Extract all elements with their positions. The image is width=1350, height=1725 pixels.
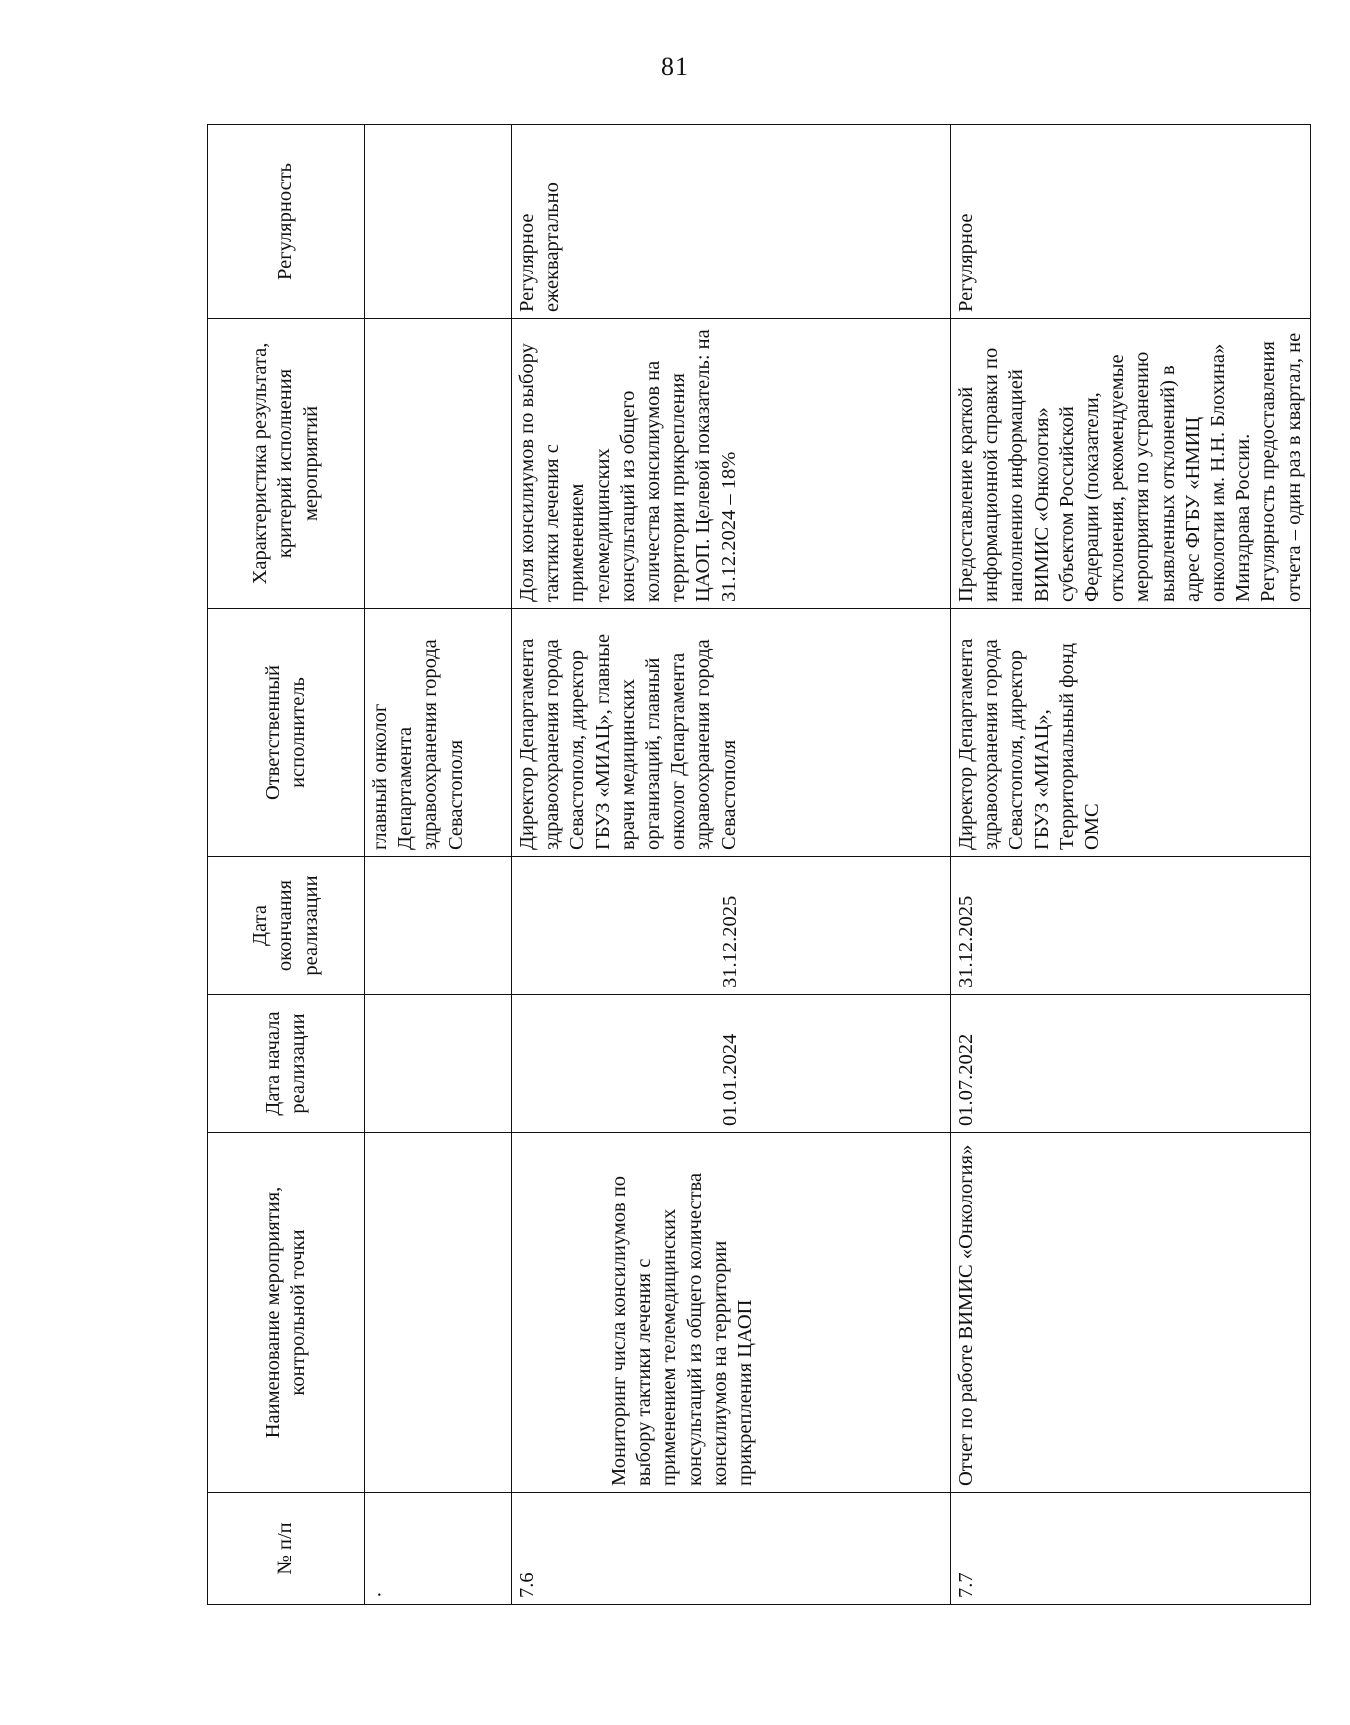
cell-start: 01.01.2024 (512, 995, 951, 1133)
page-number: 81 (661, 52, 689, 81)
header-row (208, 125, 365, 1605)
header-name: Наименование мероприятия, контрольной точки (208, 1133, 365, 1493)
cell-result (365, 319, 512, 609)
cell-start (365, 995, 512, 1133)
cell-result: Доля консилиумов по выбору тактики лечения с применением телемедицинских консультаций из общего количества консилиумов на территории прикрепления ЦАОП. Целевой показатель: на 31.12.2024 – 18% (512, 319, 951, 609)
cell-end: 31.12.2025 (951, 857, 1311, 995)
header-num: № п/п (208, 1493, 365, 1605)
cell-resp: главный онколог Департамента здравоохранения города Севастополя (365, 609, 512, 857)
table-row (512, 125, 951, 1605)
rotated-table-wrapper (207, 125, 1305, 1605)
table-row-continuation (365, 125, 512, 1605)
cell-reg (365, 125, 512, 319)
header-resp: Ответственный исполнитель (208, 609, 365, 857)
cell-start: 01.07.2022 (951, 995, 1311, 1133)
cell-num-mark: · (369, 1591, 391, 1598)
cell-reg: Регулярное (951, 125, 1311, 319)
cell-resp: Директор Департамента здравоохранения города Севастополя, директор ГБУЗ «МИАЦ», Территориальный фонд ОМС (951, 609, 1311, 857)
activities-table (207, 124, 1311, 1605)
cell-num (365, 1493, 512, 1605)
cell-num: 7.6 (512, 1493, 951, 1605)
cell-result: Предоставление краткой информационной справки по наполнению информацией ВИМИС «Онкология» субъектом Российской Федерации (показатели, отклонения, рекомендуемые мероприятия по устранению выявленных отклонений) в адрес ФГБУ «НМИЦ онкологии им. Н.Н. Блохина» Минздрава России. Регулярность предоставления отчета – один раз в квартал, не (951, 319, 1311, 609)
cell-name: Мониторинг числа консилиумов по выбору тактики лечения с применением телемедицинских консультаций из общего количества консилиумов на территории прикрепления ЦАОП (512, 1133, 951, 1493)
table-row (951, 125, 1311, 1605)
cell-name (365, 1133, 512, 1493)
cell-resp: Директор Департамента здравоохранения города Севастополя, директор ГБУЗ «МИАЦ», главные врачи медицинских организаций, главный онколог Департамента здравоохранения города Севастополя (512, 609, 951, 857)
header-end: Дата окончания реализации (208, 857, 365, 995)
cell-reg: Регулярное ежеквартально (512, 125, 951, 319)
cell-num: 7.7 (951, 1493, 1311, 1605)
header-reg: Регулярность (208, 125, 365, 319)
header-result: Характеристика результата, критерий исполнения мероприятий (208, 319, 365, 609)
cell-name: Отчет по работе ВИМИС «Онкология» (951, 1133, 1311, 1493)
cell-end (365, 857, 512, 995)
cell-end: 31.12.2025 (512, 857, 951, 995)
header-start: Дата начала реализации (208, 995, 365, 1133)
